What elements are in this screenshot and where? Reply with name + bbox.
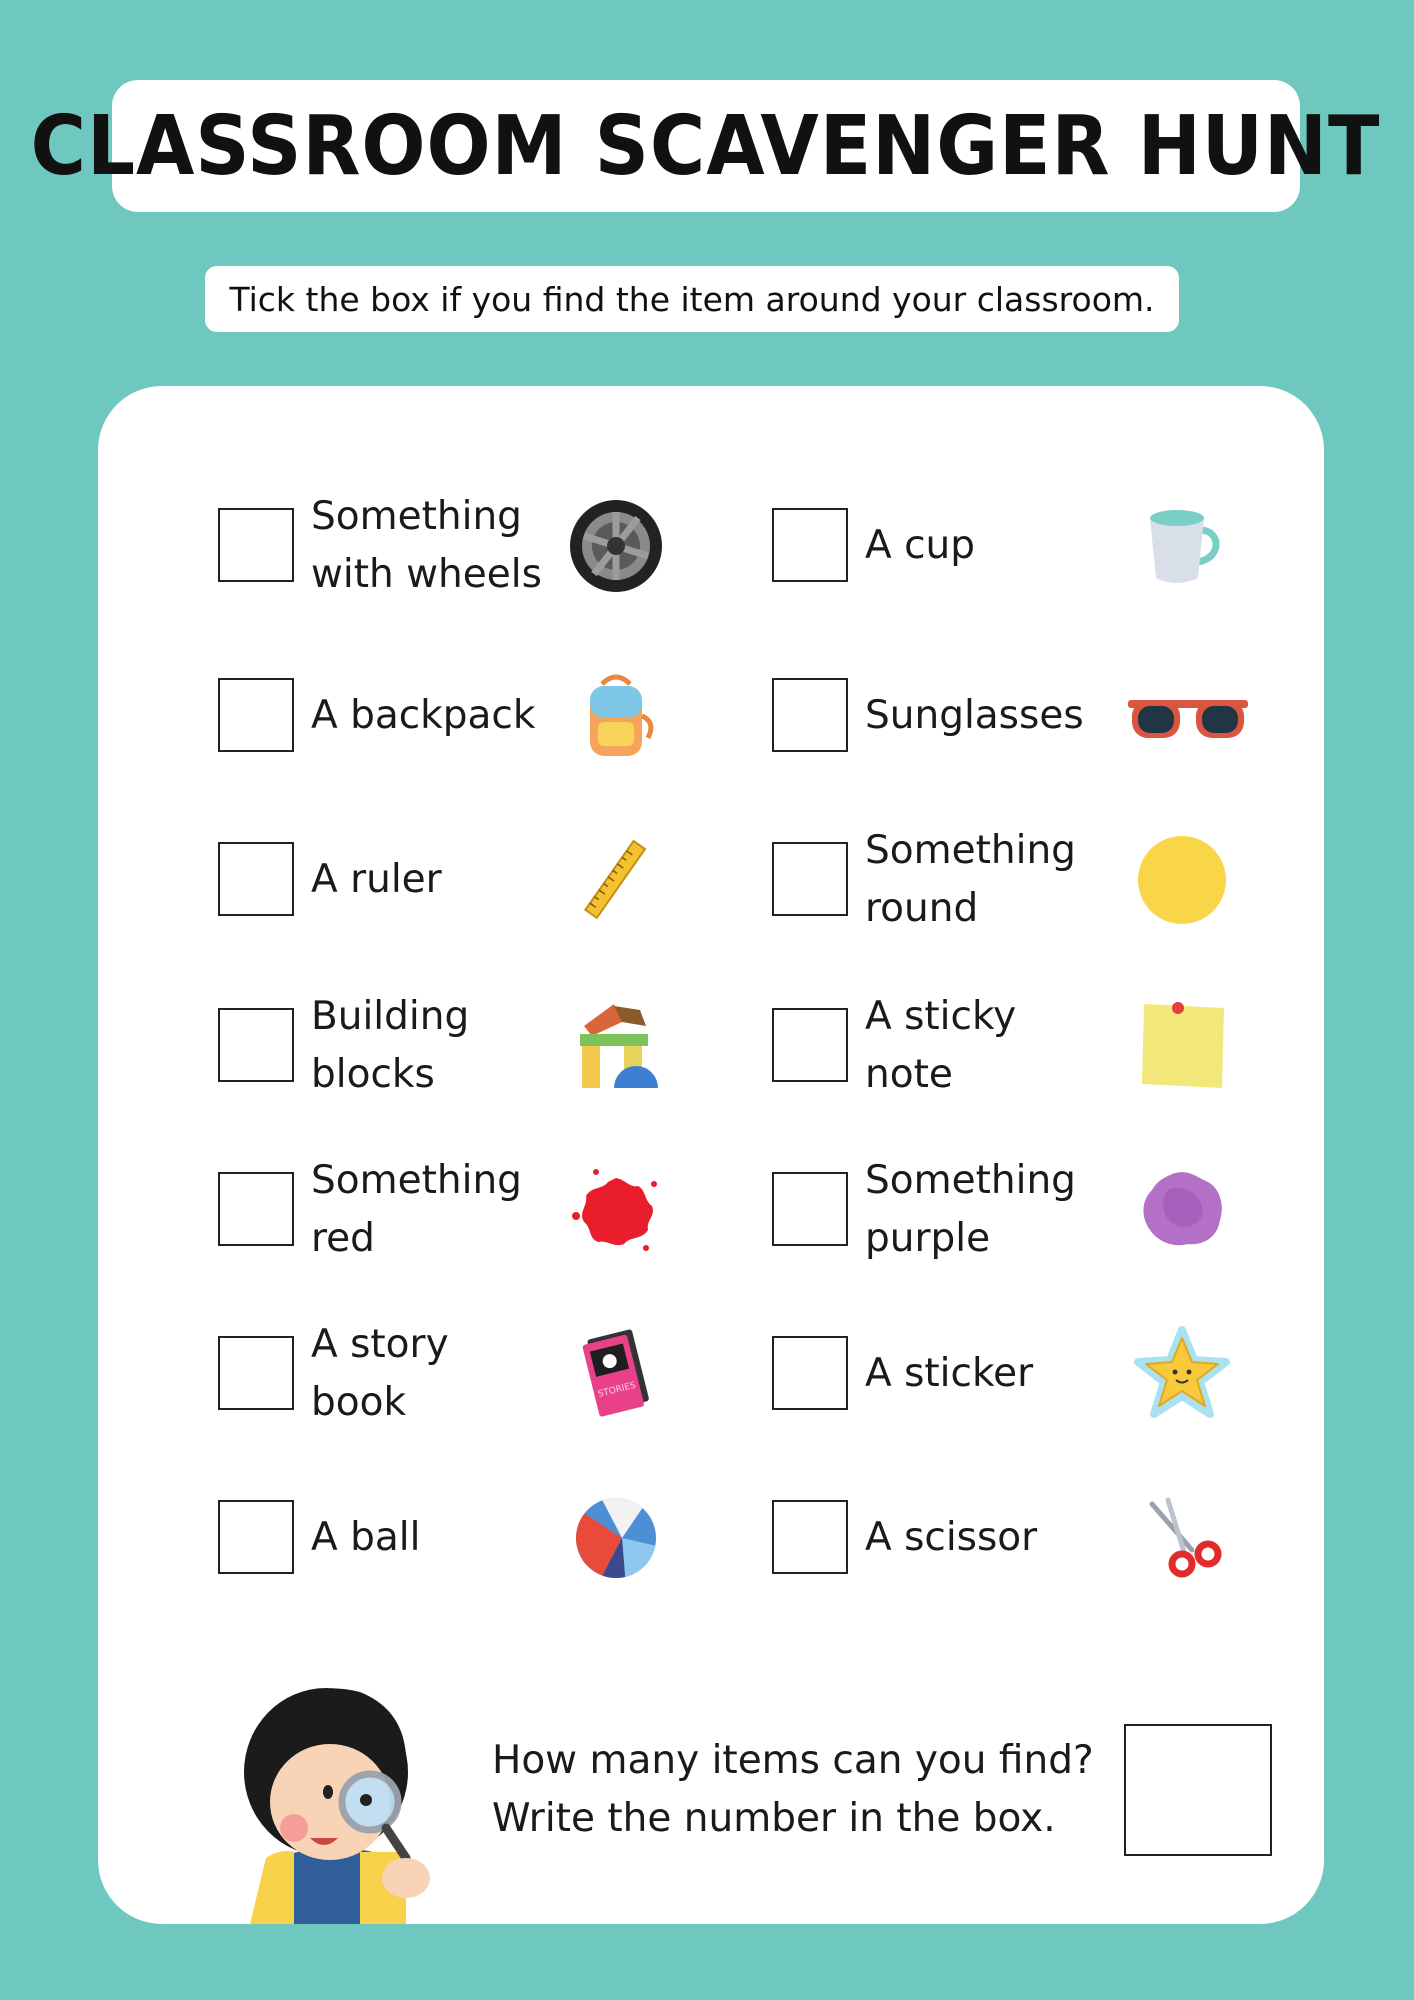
footer-line-2: Write the number in the box. bbox=[492, 1796, 1056, 1841]
checkbox[interactable] bbox=[218, 1172, 294, 1246]
scissors-icon bbox=[1132, 1488, 1232, 1588]
list-item-purple bbox=[772, 1150, 1252, 1270]
footer-line-1: How many items can you find? bbox=[492, 1738, 1094, 1783]
item-label: A cup bbox=[865, 523, 975, 568]
instruction-text: Tick the box if you find the item around your classroom. bbox=[229, 279, 1155, 319]
cup-icon bbox=[1132, 496, 1232, 596]
page-title: CLASSROOM SCAVENGER HUNT bbox=[31, 98, 1381, 194]
item-label: Something red bbox=[311, 1158, 522, 1261]
count-answer-box[interactable] bbox=[1124, 1724, 1272, 1856]
list-item-backpack bbox=[218, 656, 678, 776]
item-label: A sticker bbox=[865, 1351, 1034, 1396]
list-item-ruler bbox=[218, 820, 678, 940]
checkbox[interactable] bbox=[218, 1500, 294, 1574]
item-label: A story book bbox=[311, 1322, 449, 1425]
item-label: Sunglasses bbox=[865, 693, 1084, 738]
story-book-icon bbox=[566, 1324, 666, 1424]
list-item-round bbox=[772, 820, 1252, 940]
checkbox[interactable] bbox=[772, 842, 848, 916]
checkbox[interactable] bbox=[218, 842, 294, 916]
checkbox[interactable] bbox=[218, 1008, 294, 1082]
red-splash-icon bbox=[566, 1160, 666, 1260]
checkbox[interactable] bbox=[218, 508, 294, 582]
ruler-icon bbox=[566, 830, 666, 930]
list-item-wheels bbox=[218, 486, 678, 606]
item-label: A ruler bbox=[311, 857, 442, 902]
book-cover-text: STORIES bbox=[597, 1380, 637, 1400]
checkbox[interactable] bbox=[218, 1336, 294, 1410]
checkbox[interactable] bbox=[772, 508, 848, 582]
list-item-cup bbox=[772, 486, 1252, 606]
ball-icon bbox=[566, 1488, 666, 1588]
item-label: Building blocks bbox=[311, 994, 470, 1097]
list-item-ball bbox=[218, 1478, 678, 1598]
item-label: Something purple bbox=[865, 1158, 1076, 1261]
list-item-blocks bbox=[218, 986, 678, 1106]
item-label: A ball bbox=[311, 1515, 421, 1560]
list-item-sticker bbox=[772, 1314, 1252, 1434]
star-sticker-icon bbox=[1132, 1324, 1232, 1424]
checkbox[interactable] bbox=[772, 678, 848, 752]
item-label: A scissor bbox=[865, 1515, 1038, 1560]
footer-question bbox=[492, 1732, 1094, 1848]
purple-blob-icon bbox=[1132, 1160, 1232, 1260]
list-item-sunglasses bbox=[772, 656, 1252, 776]
checkbox[interactable] bbox=[772, 1008, 848, 1082]
item-label: Something round bbox=[865, 828, 1076, 931]
child-with-magnifier-illustration bbox=[210, 1652, 460, 1924]
list-item-scissor bbox=[772, 1478, 1252, 1598]
sunglasses-icon bbox=[1124, 666, 1252, 766]
item-label: A backpack bbox=[311, 693, 536, 738]
checkbox[interactable] bbox=[772, 1172, 848, 1246]
checkbox[interactable] bbox=[772, 1336, 848, 1410]
checkbox[interactable] bbox=[218, 678, 294, 752]
sticky-note-icon bbox=[1132, 996, 1232, 1096]
list-item-storybook bbox=[218, 1314, 678, 1434]
backpack-icon bbox=[566, 666, 666, 766]
wheel-icon bbox=[566, 496, 666, 596]
list-item-red bbox=[218, 1150, 678, 1270]
title-banner bbox=[31, 80, 1381, 212]
instruction-banner bbox=[205, 266, 1179, 332]
list-item-sticky-note bbox=[772, 986, 1252, 1106]
checkbox[interactable] bbox=[772, 1500, 848, 1574]
yellow-circle-icon bbox=[1132, 830, 1232, 930]
item-label: A sticky note bbox=[865, 994, 1017, 1097]
item-label: Something with wheels bbox=[311, 494, 542, 597]
building-blocks-icon bbox=[566, 996, 666, 1096]
